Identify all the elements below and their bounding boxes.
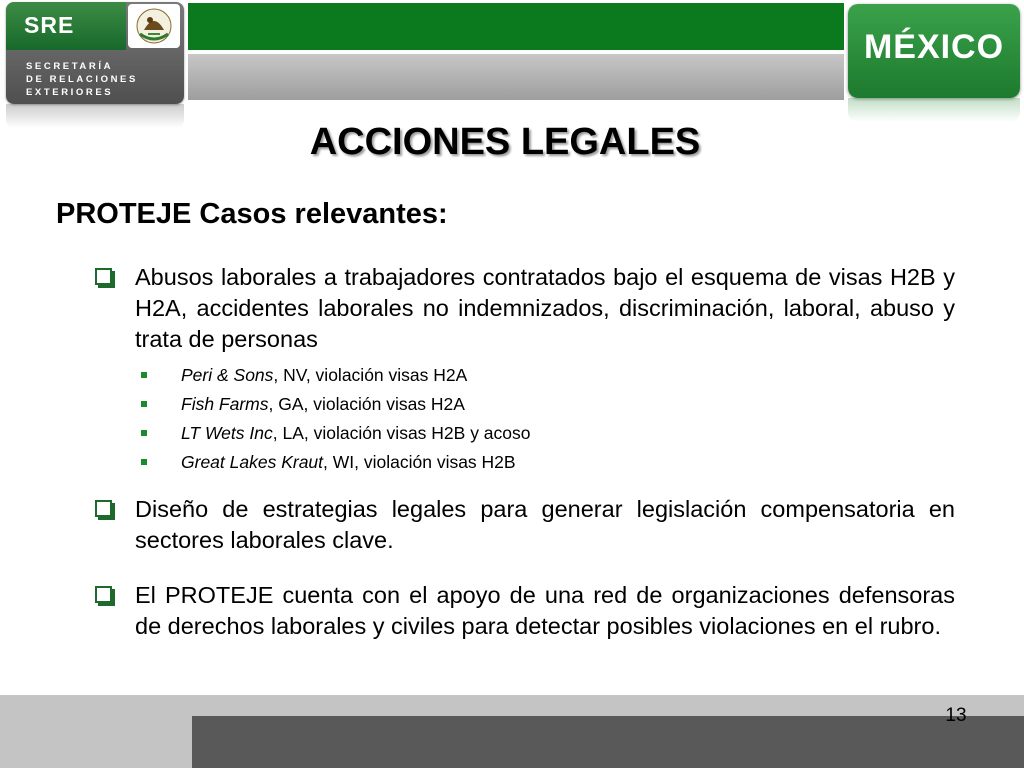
checkbox-icon — [95, 500, 112, 517]
square-bullet-icon — [141, 430, 147, 436]
case-name: Fish Farms — [181, 394, 269, 414]
header-gray-bar — [188, 54, 844, 100]
sub-bullet-item — [141, 448, 955, 477]
sre-name-line: SECRETARÍA — [26, 61, 114, 72]
bullet-text: El PROTEJE cuenta con el apoyo de una red de organizaciones defensoras de derechos laborales y civiles para detectar posibles violaciones en el rubro. — [135, 582, 955, 639]
sre-logo — [6, 2, 184, 104]
sre-abbreviation: SRE — [24, 12, 75, 38]
footer-dark-bar — [192, 716, 1024, 768]
square-bullet-icon — [141, 401, 147, 407]
bullet-row — [95, 494, 955, 556]
mexican-eagle-seal-icon — [128, 4, 180, 48]
bullet-row — [95, 262, 955, 355]
mexico-logo-text: MÉXICO — [863, 28, 1005, 66]
mexico-logo-reflection — [848, 98, 1020, 122]
bullet-text: Diseño de estrategias legales para generar legislación compensatoria en sectores laborales clave. — [135, 496, 955, 553]
bullet-item — [95, 262, 955, 477]
bullet-item — [95, 580, 955, 642]
sre-logo-green-panel — [6, 2, 126, 50]
slide-subtitle: PROTEJE Casos relevantes: — [56, 198, 448, 230]
sre-name-line: EXTERIORES — [26, 87, 114, 98]
mexico-logo — [848, 4, 1020, 98]
case-detail: , WI, violación visas H2B — [323, 452, 516, 472]
checkbox-icon — [95, 586, 112, 603]
checkbox-icon — [95, 268, 112, 285]
case-name: LT Wets Inc — [181, 423, 273, 443]
page-number: 13 — [945, 705, 967, 726]
sub-bullet-item — [141, 390, 955, 419]
sre-full-name — [26, 60, 138, 99]
case-detail: , GA, violación visas H2A — [268, 394, 465, 414]
case-name: Great Lakes Kraut — [181, 452, 324, 472]
sub-bullet-item — [141, 361, 955, 390]
square-bullet-icon — [141, 459, 147, 465]
sre-name-line: DE RELACIONES — [26, 74, 138, 85]
case-detail: , LA, violación visas H2B y acoso — [272, 423, 531, 443]
bullet-text: Abusos laborales a trabajadores contratados bajo el esquema de visas H2B y H2A, accidentes laborales no indemnizados, discriminación, laboral, abuso y trata de personas — [135, 264, 955, 352]
slide-title: ACCIONES LEGALES — [309, 121, 701, 163]
bullet-row — [95, 580, 955, 642]
case-detail: , NV, violación visas H2A — [273, 365, 468, 385]
sub-bullet-list — [141, 361, 955, 477]
bullet-item — [95, 494, 955, 556]
case-name: Peri & Sons — [181, 365, 274, 385]
square-bullet-icon — [141, 372, 147, 378]
sub-bullet-item — [141, 419, 955, 448]
header-green-bar — [188, 3, 844, 50]
